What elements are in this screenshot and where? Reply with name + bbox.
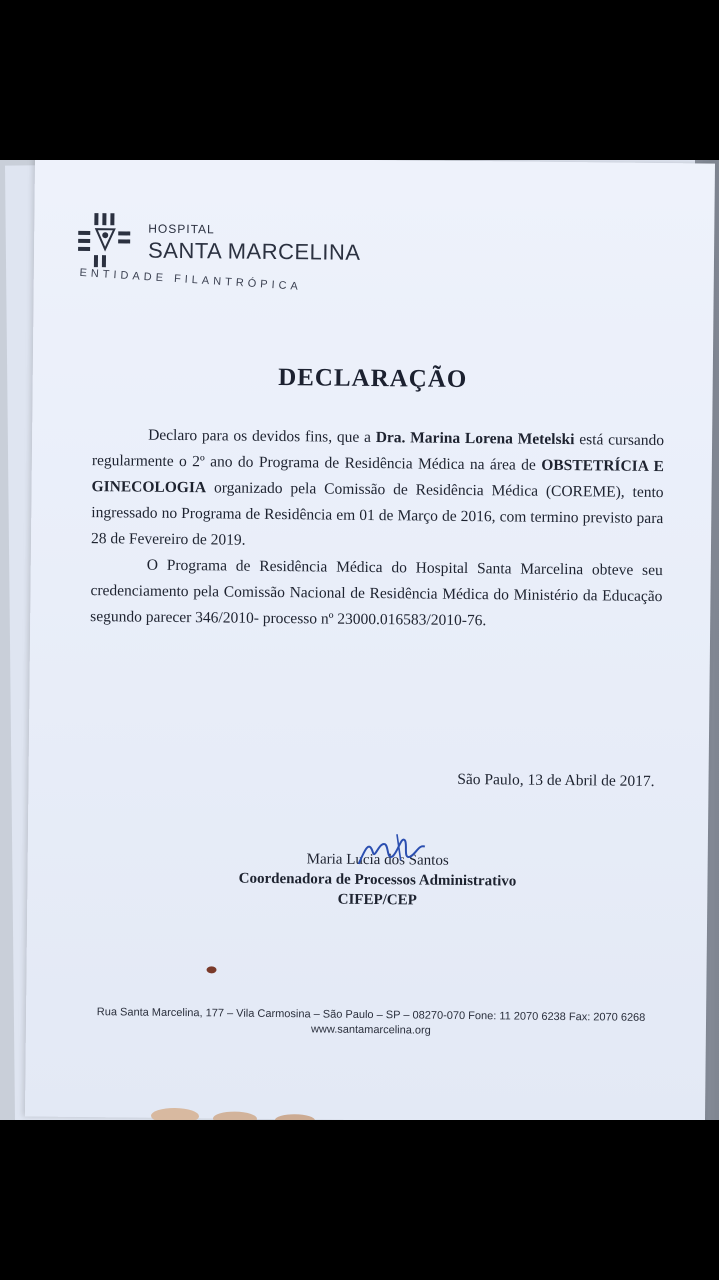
logo-tagline: ENTIDADE FILANTRÓPICA	[79, 266, 303, 293]
place-and-date: São Paulo, 13 de Abril de 2017.	[457, 770, 655, 790]
signatory-name: Maria Lucia dos Santos	[306, 851, 449, 869]
logo-hospital-name: SANTA MARCELINA	[147, 237, 361, 265]
logo-hospital-word: HOSPITAL	[148, 221, 215, 237]
signatory-org: CIFEP/CEP	[337, 891, 417, 909]
declaration-page	[25, 160, 715, 1120]
paragraph-1-end: organizado pela Comissão de Residência Médica (COREME), tento ingressado no Programa de Residência em 01 de Março de 2016, com termino previsto para 28 de Fevereiro de 2019.	[90, 479, 664, 549]
ink-stain	[207, 966, 217, 973]
signatory-role: Coordenadora de Processos Administrativo	[238, 870, 517, 890]
page-footer: Rua Santa Marcelina, 177 – Vila Carmosina – São Paulo – SP – 08270-070 Fone: 11 2070 6238 Fax: 2070 6268 www.santamarcelina.org	[96, 1006, 646, 1037]
handwritten-signature	[353, 830, 433, 871]
specialty-name: OBSTETRÍCIA E GINECOLOGIA	[91, 456, 664, 497]
hospital-cross-icon	[74, 209, 135, 270]
hospital-logo	[73, 209, 374, 322]
document-photo	[0, 160, 719, 1120]
paragraph-1-intro: Declaro para os devidos fins, que a	[148, 426, 376, 447]
paragraph-1-middle: está cursando regularmente o 2º ano do Programa de Residência Médica na área de	[91, 431, 665, 474]
resident-name: Dra. Marina Lorena Metelski	[375, 429, 575, 449]
signature-block	[177, 848, 578, 912]
paragraph-1	[91, 422, 664, 558]
paragraph-2: O Programa de Residência Médica do Hospital Santa Marcelina obteve seu credenciamento pela Comissão Nacional de Residência Médica do Ministério da Educação segundo parecer 346/2010- processo nº 23000.016583/2010-76.	[90, 556, 663, 630]
fingertips-shadow	[145, 1102, 445, 1120]
declaration-body	[90, 422, 664, 636]
document-title: DECLARAÇÃO	[278, 364, 468, 394]
